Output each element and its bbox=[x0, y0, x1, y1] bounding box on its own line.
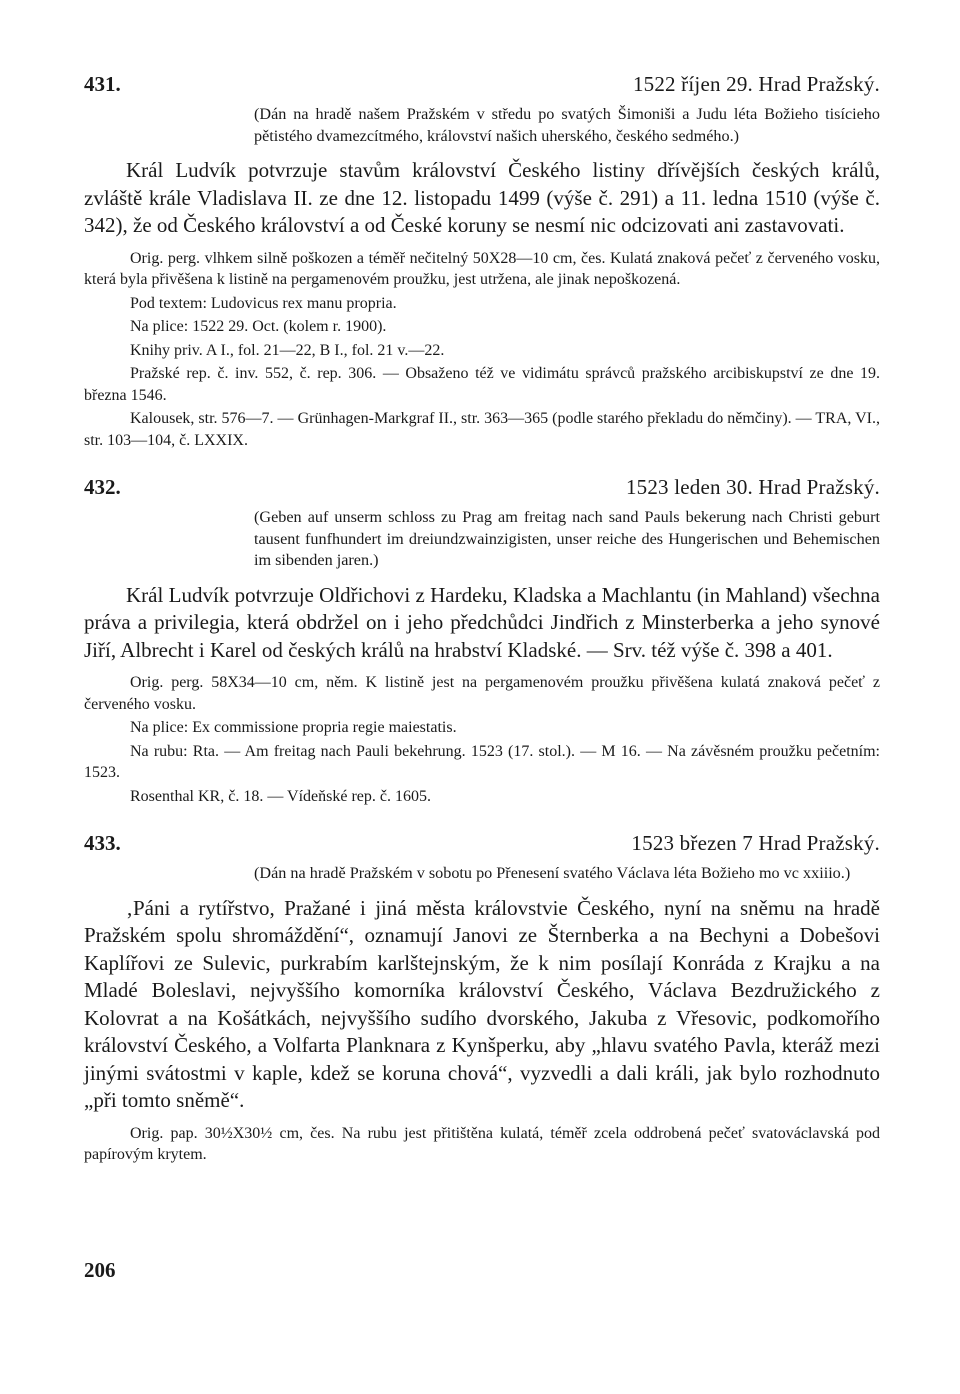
entry-number: 433. bbox=[84, 831, 121, 855]
entry-date-place: 1523 leden 30. Hrad Pražský. bbox=[625, 475, 880, 499]
source-note: Kalousek, str. 576—7. — Grünhagen-Markgraf II., str. 363—365 (podle starého překladu do němčiny). — TRA, VI., str. 103—104, č. LXXIX. bbox=[84, 410, 880, 449]
regest-paragraph: Král Ludvík potvrzuje stavům království Českého listiny dřívějších českých králů, zvláště krále Vladislava II. ze dne 12. listopadu 1499 (výše č. 291) a 11. ledna 1510 (výše č. 342), že od Českého království a od České koruny se nesmí nic odcizovati ani zastavovati. bbox=[84, 158, 880, 237]
dating-clause: (Dán na hradě našem Pražském v středu po svatých Šimoniši a Judu léta Božieho tisícieho pětistého dvamezcítmého, království našich uherského, českého sedmého.) bbox=[254, 105, 880, 145]
regest-paragraph: ‚Páni a rytířstvo, Pražané i jiná města královstvie Českého, nyní na sněmu na hradě Pražském spolu shromáždění“, oznamují Janovi ze Šternberka a na Bechyni a Dobešovi Kaplířovi ze Sulevic, purkrabím karlštejnským, že k nim posílají Konráda z Krajku a na Mladé Boleslavi, nejvyššího komorníka království Českého, Václava Bezdružického z Kolovrat a na Košátkách, nejvyššího sudího dvorského, Jakuba z Vřesovic, podkomořího království Českého, a Volfarta Planknara z Kynšperku, aby „hlavu svatého Pavla, kteráž mezi jinými svátostmi v kaple, kdež se koruna chová“, vyzvedli a dali králi, jak bylo rozhodnuto „při tomto sněmě“. bbox=[84, 895, 880, 1112]
source-note: Na plice: 1522 29. Oct. (kolem r. 1900). bbox=[130, 318, 387, 335]
entry-431 bbox=[84, 70, 880, 451]
document-page bbox=[84, 70, 880, 1188]
entry-433 bbox=[84, 829, 880, 1166]
entry-header bbox=[84, 473, 880, 501]
dating-clause: (Geben auf unserm schloss zu Prag am freitag nach sand Pauls bekerung nach Christi geburt tausent funfhundert im dreiundzwainzigisten, unser reiche des Hungerischen und Behemischen im sibenden jaren.) bbox=[254, 508, 880, 569]
source-note: Pražské rep. č. inv. 552, č. rep. 306. — Obsaženo též ve vidimátu správců pražského arcibiskupství ze dne 19. března 1546. bbox=[84, 365, 880, 404]
source-note: Pod textem: Ludovicus rex manu propria. bbox=[130, 294, 397, 312]
entry-header bbox=[84, 829, 880, 857]
entry-date-place: 1523 březen 7 Hrad Pražský. bbox=[631, 831, 880, 855]
source-note: Orig. perg. vlhkem silně poškozen a téměř nečitelný 50X28—10 cm, čes. Kulatá znaková pečeť z červeného vosku, která byla přivěšena k listině na pergamenovém proužku, jest utržena, ale jinak nepoškozená. bbox=[84, 249, 880, 288]
source-note: Knihy priv. A I., fol. 21—22, B I., fol. 21 v.—22. bbox=[130, 341, 445, 359]
entry-header bbox=[84, 70, 880, 98]
entry-number: 431. bbox=[84, 72, 121, 96]
source-note: Orig. perg. 58X34—10 cm, něm. K listině jest na pergamenovém proužku přivěšena kulatá znaková pečeť z červeného vosku. bbox=[84, 674, 880, 713]
dating-clause: (Dán na hradě Pražském v sobotu po Přenesení svatého Václava léta Božieho mo vc xxiiio.) bbox=[254, 864, 851, 882]
page-number: 206 bbox=[84, 1258, 116, 1282]
source-note: Na plice: Ex commissione propria regie maiestatis. bbox=[130, 719, 457, 736]
source-note: Na rubu: Rta. — Am freitag nach Pauli bekehrung. 1523 (17. stol.). — M 16. — Na závěsném proužku pečetním: 1523. bbox=[84, 742, 880, 781]
entry-number: 432. bbox=[84, 475, 121, 499]
source-note: Rosenthal KR, č. 18. — Vídeňské rep. č. 1605. bbox=[130, 787, 431, 805]
source-note: Orig. pap. 30½X30½ cm, čes. Na rubu jest přitištěna kulatá, téměř zcela oddrobená pečeť svatováclavská pod papírovým krytem. bbox=[84, 1124, 880, 1163]
regest-paragraph: Král Ludvík potvrzuje Oldřichovi z Hardeku, Kladska a Machlantu (in Mahland) všechna práva a privilegia, která obdržel on i jeho předchůdci Jindřich z Minsterberka a jeho synové Jiří, Albrecht i Karel od českých králů na hrabství Kladské. — Srv. též výše č. 398 a 401. bbox=[84, 582, 880, 662]
entry-432 bbox=[84, 473, 880, 807]
entry-date-place: 1522 říjen 29. Hrad Pražský. bbox=[632, 72, 880, 96]
